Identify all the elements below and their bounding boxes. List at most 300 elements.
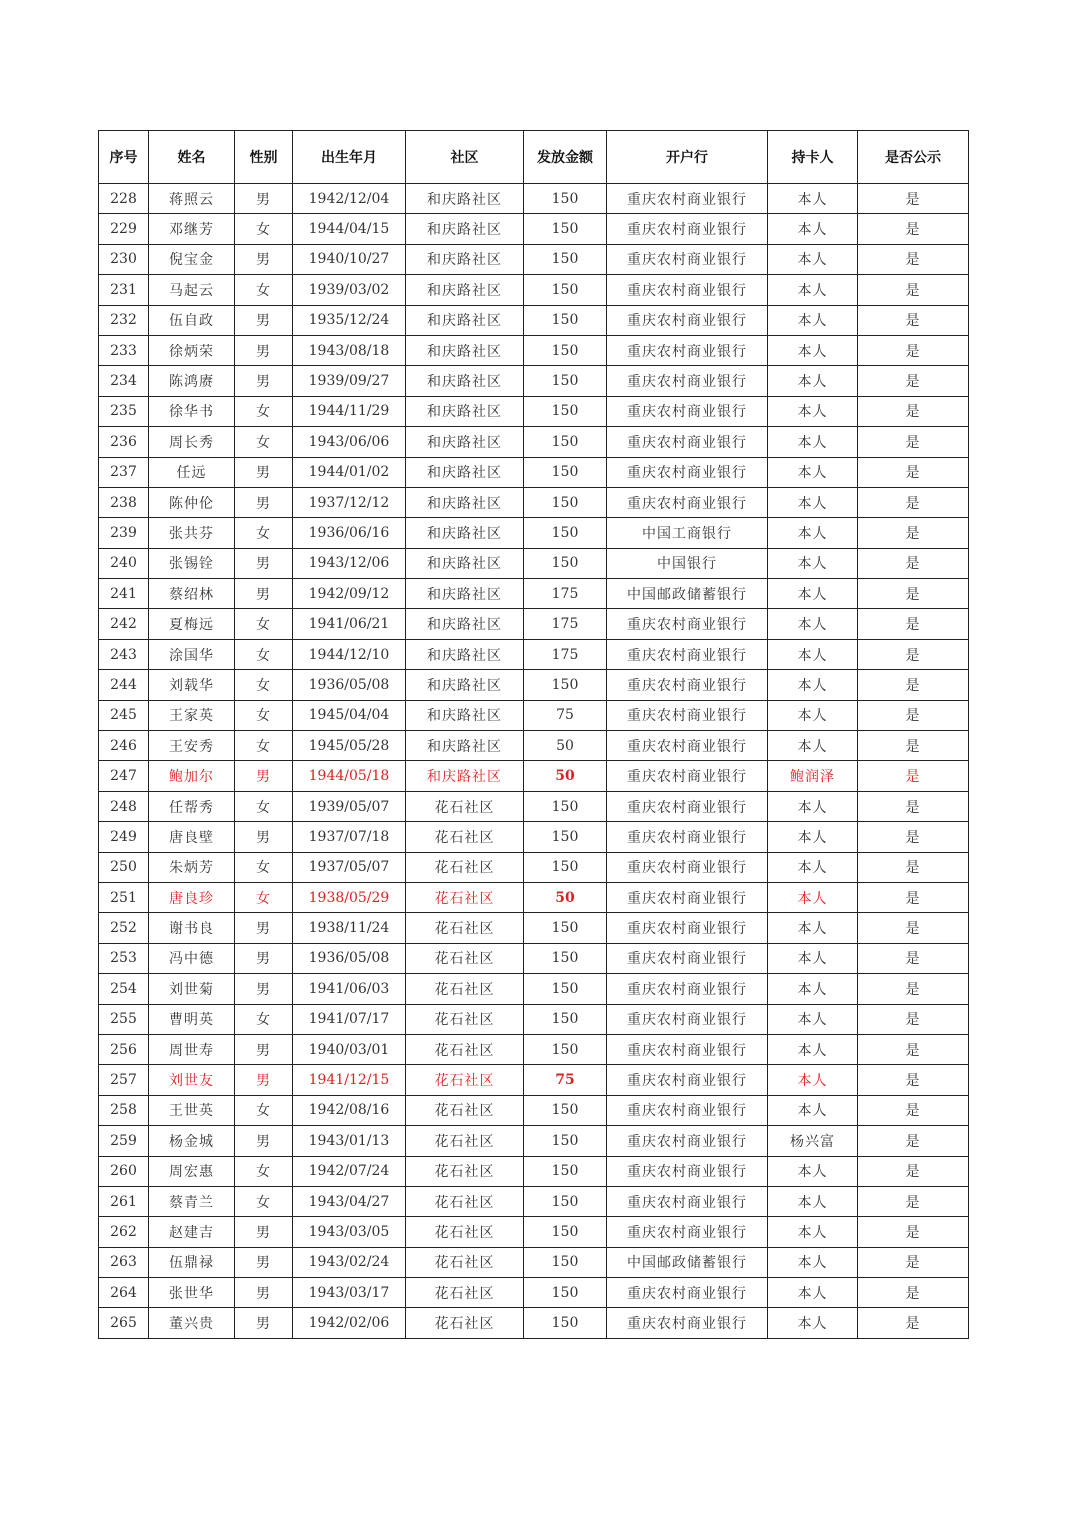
bank-cell: 重庆农村商业银行 <box>607 943 768 973</box>
bank-cell: 重庆农村商业银行 <box>607 852 768 882</box>
bank-cell: 重庆农村商业银行 <box>607 700 768 730</box>
card-holder-cell: 本人 <box>768 396 858 426</box>
amount-cell: 150 <box>524 1247 607 1277</box>
serial-number-cell: 239 <box>99 518 149 548</box>
bank-cell: 重庆农村商业银行 <box>607 1186 768 1216</box>
sex-cell: 女 <box>235 791 293 821</box>
community-cell: 花石社区 <box>406 1186 524 1216</box>
publicized-cell: 是 <box>858 305 969 335</box>
sex-cell: 男 <box>235 548 293 578</box>
serial-number-cell: 237 <box>99 457 149 487</box>
table-row <box>99 1095 969 1125</box>
bank-cell: 重庆农村商业银行 <box>607 1156 768 1186</box>
birth-date-cell: 1941/06/03 <box>293 974 406 1004</box>
bank-cell: 重庆农村商业银行 <box>607 1308 768 1338</box>
table-row <box>99 882 969 912</box>
birth-date-cell: 1943/04/27 <box>293 1186 406 1216</box>
amount-cell: 150 <box>524 852 607 882</box>
birth-date-cell: 1941/07/17 <box>293 1004 406 1034</box>
card-holder-cell: 本人 <box>768 1308 858 1338</box>
amount-cell: 150 <box>524 791 607 821</box>
table-row <box>99 457 969 487</box>
serial-number-cell: 245 <box>99 700 149 730</box>
card-holder-cell: 本人 <box>768 1004 858 1034</box>
birth-date-cell: 1937/12/12 <box>293 487 406 517</box>
amount-cell: 150 <box>524 1034 607 1064</box>
sex-cell: 男 <box>235 1308 293 1338</box>
sex-cell: 女 <box>235 700 293 730</box>
community-cell: 和庆路社区 <box>406 214 524 244</box>
card-holder-cell: 本人 <box>768 1186 858 1216</box>
amount-cell: 150 <box>524 1156 607 1186</box>
serial-number-cell: 258 <box>99 1095 149 1125</box>
card-holder-cell: 本人 <box>768 882 858 912</box>
bank-cell: 重庆农村商业银行 <box>607 1065 768 1095</box>
birth-date-cell: 1944/01/02 <box>293 457 406 487</box>
bank-cell: 重庆农村商业银行 <box>607 1126 768 1156</box>
amount-cell: 150 <box>524 396 607 426</box>
header-amount: 发放金额 <box>524 131 607 184</box>
sex-cell: 男 <box>235 761 293 791</box>
publicized-cell: 是 <box>858 1065 969 1095</box>
table-row <box>99 1034 969 1064</box>
name-cell: 夏梅远 <box>149 609 235 639</box>
table-row <box>99 639 969 669</box>
card-holder-cell: 本人 <box>768 579 858 609</box>
card-holder-cell: 鲍润泽 <box>768 761 858 791</box>
amount-cell: 75 <box>524 700 607 730</box>
serial-number-cell: 252 <box>99 913 149 943</box>
name-cell: 张世华 <box>149 1278 235 1308</box>
amount-cell: 150 <box>524 1126 607 1156</box>
name-cell: 蔡绍林 <box>149 579 235 609</box>
bank-cell: 重庆农村商业银行 <box>607 275 768 305</box>
birth-date-cell: 1936/05/08 <box>293 670 406 700</box>
community-cell: 花石社区 <box>406 1095 524 1125</box>
publicized-cell: 是 <box>858 427 969 457</box>
name-cell: 赵建吉 <box>149 1217 235 1247</box>
header-name: 姓名 <box>149 131 235 184</box>
name-cell: 谢书良 <box>149 913 235 943</box>
amount-cell: 150 <box>524 670 607 700</box>
amount-cell: 50 <box>524 761 607 791</box>
birth-date-cell: 1937/07/18 <box>293 822 406 852</box>
serial-number-cell: 240 <box>99 548 149 578</box>
subsidy-roster-table <box>98 130 969 1339</box>
card-holder-cell: 本人 <box>768 670 858 700</box>
serial-number-cell: 255 <box>99 1004 149 1034</box>
bank-cell: 重庆农村商业银行 <box>607 487 768 517</box>
sex-cell: 女 <box>235 518 293 548</box>
community-cell: 花石社区 <box>406 882 524 912</box>
publicized-cell: 是 <box>858 1278 969 1308</box>
publicized-cell: 是 <box>858 882 969 912</box>
serial-number-cell: 247 <box>99 761 149 791</box>
serial-number-cell: 228 <box>99 184 149 214</box>
community-cell: 和庆路社区 <box>406 487 524 517</box>
amount-cell: 150 <box>524 1186 607 1216</box>
amount-cell: 150 <box>524 244 607 274</box>
publicized-cell: 是 <box>858 1156 969 1186</box>
name-cell: 马起云 <box>149 275 235 305</box>
community-cell: 和庆路社区 <box>406 609 524 639</box>
serial-number-cell: 242 <box>99 609 149 639</box>
sex-cell: 女 <box>235 1095 293 1125</box>
sex-cell: 女 <box>235 214 293 244</box>
header-bank: 开户行 <box>607 131 768 184</box>
card-holder-cell: 本人 <box>768 822 858 852</box>
name-cell: 朱炳芳 <box>149 852 235 882</box>
community-cell: 和庆路社区 <box>406 731 524 761</box>
table-row <box>99 700 969 730</box>
table-row <box>99 609 969 639</box>
sex-cell: 女 <box>235 396 293 426</box>
card-holder-cell: 本人 <box>768 731 858 761</box>
name-cell: 王家英 <box>149 700 235 730</box>
header-community: 社区 <box>406 131 524 184</box>
amount-cell: 150 <box>524 457 607 487</box>
publicized-cell: 是 <box>858 487 969 517</box>
sex-cell: 女 <box>235 852 293 882</box>
serial-number-cell: 250 <box>99 852 149 882</box>
birth-date-cell: 1943/08/18 <box>293 335 406 365</box>
card-holder-cell: 本人 <box>768 184 858 214</box>
header-publicized: 是否公示 <box>858 131 969 184</box>
bank-cell: 重庆农村商业银行 <box>607 670 768 700</box>
name-cell: 邓继芳 <box>149 214 235 244</box>
bank-cell: 重庆农村商业银行 <box>607 731 768 761</box>
serial-number-cell: 233 <box>99 335 149 365</box>
table-row <box>99 275 969 305</box>
bank-cell: 中国邮政储蓄银行 <box>607 1247 768 1277</box>
table-row <box>99 244 969 274</box>
serial-number-cell: 234 <box>99 366 149 396</box>
birth-date-cell: 1945/05/28 <box>293 731 406 761</box>
sex-cell: 女 <box>235 275 293 305</box>
bank-cell: 重庆农村商业银行 <box>607 974 768 1004</box>
publicized-cell: 是 <box>858 791 969 821</box>
sex-cell: 男 <box>235 579 293 609</box>
name-cell: 周长秀 <box>149 427 235 457</box>
publicized-cell: 是 <box>858 1186 969 1216</box>
header-card-holder: 持卡人 <box>768 131 858 184</box>
name-cell: 刘世友 <box>149 1065 235 1095</box>
community-cell: 花石社区 <box>406 1247 524 1277</box>
publicized-cell: 是 <box>858 1126 969 1156</box>
sex-cell: 男 <box>235 943 293 973</box>
birth-date-cell: 1937/05/07 <box>293 852 406 882</box>
sex-cell: 男 <box>235 1065 293 1095</box>
amount-cell: 50 <box>524 731 607 761</box>
birth-date-cell: 1940/10/27 <box>293 244 406 274</box>
name-cell: 鲍加尔 <box>149 761 235 791</box>
sex-cell: 男 <box>235 822 293 852</box>
card-holder-cell: 本人 <box>768 305 858 335</box>
publicized-cell: 是 <box>858 579 969 609</box>
table-row <box>99 1156 969 1186</box>
name-cell: 陈仲伦 <box>149 487 235 517</box>
publicized-cell: 是 <box>858 396 969 426</box>
serial-number-cell: 263 <box>99 1247 149 1277</box>
bank-cell: 重庆农村商业银行 <box>607 457 768 487</box>
sex-cell: 男 <box>235 487 293 517</box>
table-row <box>99 1278 969 1308</box>
sex-cell: 女 <box>235 427 293 457</box>
amount-cell: 150 <box>524 1308 607 1338</box>
community-cell: 和庆路社区 <box>406 275 524 305</box>
table-row <box>99 974 969 1004</box>
serial-number-cell: 246 <box>99 731 149 761</box>
bank-cell: 重庆农村商业银行 <box>607 1004 768 1034</box>
name-cell: 陈鸿赓 <box>149 366 235 396</box>
serial-number-cell: 243 <box>99 639 149 669</box>
sex-cell: 男 <box>235 913 293 943</box>
birth-date-cell: 1942/12/04 <box>293 184 406 214</box>
community-cell: 花石社区 <box>406 1217 524 1247</box>
card-holder-cell: 本人 <box>768 244 858 274</box>
card-holder-cell: 本人 <box>768 548 858 578</box>
bank-cell: 重庆农村商业银行 <box>607 366 768 396</box>
community-cell: 花石社区 <box>406 852 524 882</box>
bank-cell: 重庆农村商业银行 <box>607 1095 768 1125</box>
amount-cell: 150 <box>524 1278 607 1308</box>
serial-number-cell: 238 <box>99 487 149 517</box>
name-cell: 蔡青兰 <box>149 1186 235 1216</box>
name-cell: 冯中德 <box>149 943 235 973</box>
publicized-cell: 是 <box>858 639 969 669</box>
table-row <box>99 822 969 852</box>
amount-cell: 150 <box>524 275 607 305</box>
bank-cell: 重庆农村商业银行 <box>607 822 768 852</box>
birth-date-cell: 1944/04/15 <box>293 214 406 244</box>
publicized-cell: 是 <box>858 1095 969 1125</box>
publicized-cell: 是 <box>858 1308 969 1338</box>
amount-cell: 150 <box>524 943 607 973</box>
publicized-cell: 是 <box>858 518 969 548</box>
publicized-cell: 是 <box>858 184 969 214</box>
sex-cell: 男 <box>235 366 293 396</box>
serial-number-cell: 251 <box>99 882 149 912</box>
community-cell: 花石社区 <box>406 791 524 821</box>
publicized-cell: 是 <box>858 852 969 882</box>
table-row <box>99 487 969 517</box>
birth-date-cell: 1942/09/12 <box>293 579 406 609</box>
sex-cell: 男 <box>235 184 293 214</box>
bank-cell: 重庆农村商业银行 <box>607 184 768 214</box>
birth-date-cell: 1938/11/24 <box>293 913 406 943</box>
birth-date-cell: 1943/01/13 <box>293 1126 406 1156</box>
birth-date-cell: 1943/12/06 <box>293 548 406 578</box>
card-holder-cell: 本人 <box>768 639 858 669</box>
community-cell: 和庆路社区 <box>406 244 524 274</box>
amount-cell: 150 <box>524 1095 607 1125</box>
table-row <box>99 761 969 791</box>
card-holder-cell: 本人 <box>768 943 858 973</box>
name-cell: 任远 <box>149 457 235 487</box>
community-cell: 花石社区 <box>406 913 524 943</box>
bank-cell: 重庆农村商业银行 <box>607 396 768 426</box>
table-row <box>99 913 969 943</box>
name-cell: 唐良壁 <box>149 822 235 852</box>
card-holder-cell: 本人 <box>768 913 858 943</box>
publicized-cell: 是 <box>858 974 969 1004</box>
bank-cell: 重庆农村商业银行 <box>607 1034 768 1064</box>
table-row <box>99 1186 969 1216</box>
birth-date-cell: 1943/03/17 <box>293 1278 406 1308</box>
sex-cell: 男 <box>235 1217 293 1247</box>
community-cell: 和庆路社区 <box>406 548 524 578</box>
serial-number-cell: 229 <box>99 214 149 244</box>
card-holder-cell: 本人 <box>768 214 858 244</box>
bank-cell: 重庆农村商业银行 <box>607 1217 768 1247</box>
bank-cell: 重庆农村商业银行 <box>607 214 768 244</box>
sex-cell: 女 <box>235 609 293 639</box>
card-holder-cell: 杨兴富 <box>768 1126 858 1156</box>
community-cell: 和庆路社区 <box>406 670 524 700</box>
serial-number-cell: 259 <box>99 1126 149 1156</box>
amount-cell: 150 <box>524 335 607 365</box>
card-holder-cell: 本人 <box>768 1065 858 1095</box>
birth-date-cell: 1945/04/04 <box>293 700 406 730</box>
name-cell: 刘世菊 <box>149 974 235 1004</box>
amount-cell: 50 <box>524 882 607 912</box>
table-row <box>99 670 969 700</box>
name-cell: 董兴贵 <box>149 1308 235 1338</box>
serial-number-cell: 244 <box>99 670 149 700</box>
table-row <box>99 852 969 882</box>
bank-cell: 重庆农村商业银行 <box>607 913 768 943</box>
name-cell: 王世英 <box>149 1095 235 1125</box>
name-cell: 伍鼎禄 <box>149 1247 235 1277</box>
publicized-cell: 是 <box>858 1217 969 1247</box>
name-cell: 蒋照云 <box>149 184 235 214</box>
serial-number-cell: 235 <box>99 396 149 426</box>
serial-number-cell: 241 <box>99 579 149 609</box>
birth-date-cell: 1939/09/27 <box>293 366 406 396</box>
table-row <box>99 214 969 244</box>
name-cell: 周宏惠 <box>149 1156 235 1186</box>
table-body <box>99 184 969 1339</box>
card-holder-cell: 本人 <box>768 700 858 730</box>
birth-date-cell: 1942/02/06 <box>293 1308 406 1338</box>
table-row <box>99 305 969 335</box>
publicized-cell: 是 <box>858 609 969 639</box>
publicized-cell: 是 <box>858 457 969 487</box>
community-cell: 和庆路社区 <box>406 396 524 426</box>
publicized-cell: 是 <box>858 1034 969 1064</box>
bank-cell: 重庆农村商业银行 <box>607 305 768 335</box>
community-cell: 和庆路社区 <box>406 184 524 214</box>
table-row <box>99 1126 969 1156</box>
serial-number-cell: 249 <box>99 822 149 852</box>
sex-cell: 男 <box>235 305 293 335</box>
serial-number-cell: 262 <box>99 1217 149 1247</box>
name-cell: 周世寿 <box>149 1034 235 1064</box>
birth-date-cell: 1939/05/07 <box>293 791 406 821</box>
birth-date-cell: 1943/03/05 <box>293 1217 406 1247</box>
birth-date-cell: 1939/03/02 <box>293 275 406 305</box>
name-cell: 杨金城 <box>149 1126 235 1156</box>
birth-date-cell: 1943/02/24 <box>293 1247 406 1277</box>
sex-cell: 男 <box>235 1034 293 1064</box>
amount-cell: 150 <box>524 518 607 548</box>
table-row <box>99 731 969 761</box>
birth-date-cell: 1936/06/16 <box>293 518 406 548</box>
table-row <box>99 1004 969 1034</box>
name-cell: 王安秀 <box>149 731 235 761</box>
amount-cell: 150 <box>524 1004 607 1034</box>
sex-cell: 男 <box>235 1278 293 1308</box>
bank-cell: 重庆农村商业银行 <box>607 791 768 821</box>
card-holder-cell: 本人 <box>768 852 858 882</box>
card-holder-cell: 本人 <box>768 1278 858 1308</box>
amount-cell: 150 <box>524 487 607 517</box>
amount-cell: 75 <box>524 1065 607 1095</box>
card-holder-cell: 本人 <box>768 1095 858 1125</box>
birth-date-cell: 1942/07/24 <box>293 1156 406 1186</box>
community-cell: 花石社区 <box>406 1278 524 1308</box>
serial-number-cell: 248 <box>99 791 149 821</box>
publicized-cell: 是 <box>858 731 969 761</box>
community-cell: 花石社区 <box>406 1126 524 1156</box>
card-holder-cell: 本人 <box>768 335 858 365</box>
publicized-cell: 是 <box>858 700 969 730</box>
card-holder-cell: 本人 <box>768 791 858 821</box>
sex-cell: 女 <box>235 639 293 669</box>
table-row <box>99 579 969 609</box>
card-holder-cell: 本人 <box>768 1217 858 1247</box>
publicized-cell: 是 <box>858 670 969 700</box>
bank-cell: 重庆农村商业银行 <box>607 1278 768 1308</box>
serial-number-cell: 231 <box>99 275 149 305</box>
bank-cell: 重庆农村商业银行 <box>607 761 768 791</box>
serial-number-cell: 256 <box>99 1034 149 1064</box>
table-header-row <box>99 131 969 184</box>
amount-cell: 150 <box>524 427 607 457</box>
amount-cell: 150 <box>524 305 607 335</box>
table-row <box>99 1217 969 1247</box>
birth-date-cell: 1935/12/24 <box>293 305 406 335</box>
serial-number-cell: 257 <box>99 1065 149 1095</box>
publicized-cell: 是 <box>858 548 969 578</box>
table-row <box>99 943 969 973</box>
community-cell: 和庆路社区 <box>406 639 524 669</box>
bank-cell: 重庆农村商业银行 <box>607 639 768 669</box>
sex-cell: 男 <box>235 1126 293 1156</box>
bank-cell: 中国工商银行 <box>607 518 768 548</box>
name-cell: 曹明英 <box>149 1004 235 1034</box>
community-cell: 和庆路社区 <box>406 761 524 791</box>
name-cell: 任帮秀 <box>149 791 235 821</box>
serial-number-cell: 236 <box>99 427 149 457</box>
table-row <box>99 1308 969 1338</box>
community-cell: 和庆路社区 <box>406 366 524 396</box>
bank-cell: 重庆农村商业银行 <box>607 244 768 274</box>
birth-date-cell: 1942/08/16 <box>293 1095 406 1125</box>
sex-cell: 女 <box>235 731 293 761</box>
serial-number-cell: 254 <box>99 974 149 1004</box>
serial-number-cell: 265 <box>99 1308 149 1338</box>
publicized-cell: 是 <box>858 822 969 852</box>
amount-cell: 150 <box>524 548 607 578</box>
table-row <box>99 335 969 365</box>
sex-cell: 男 <box>235 457 293 487</box>
sex-cell: 男 <box>235 1247 293 1277</box>
name-cell: 伍自政 <box>149 305 235 335</box>
community-cell: 和庆路社区 <box>406 427 524 457</box>
table-row <box>99 791 969 821</box>
amount-cell: 175 <box>524 609 607 639</box>
